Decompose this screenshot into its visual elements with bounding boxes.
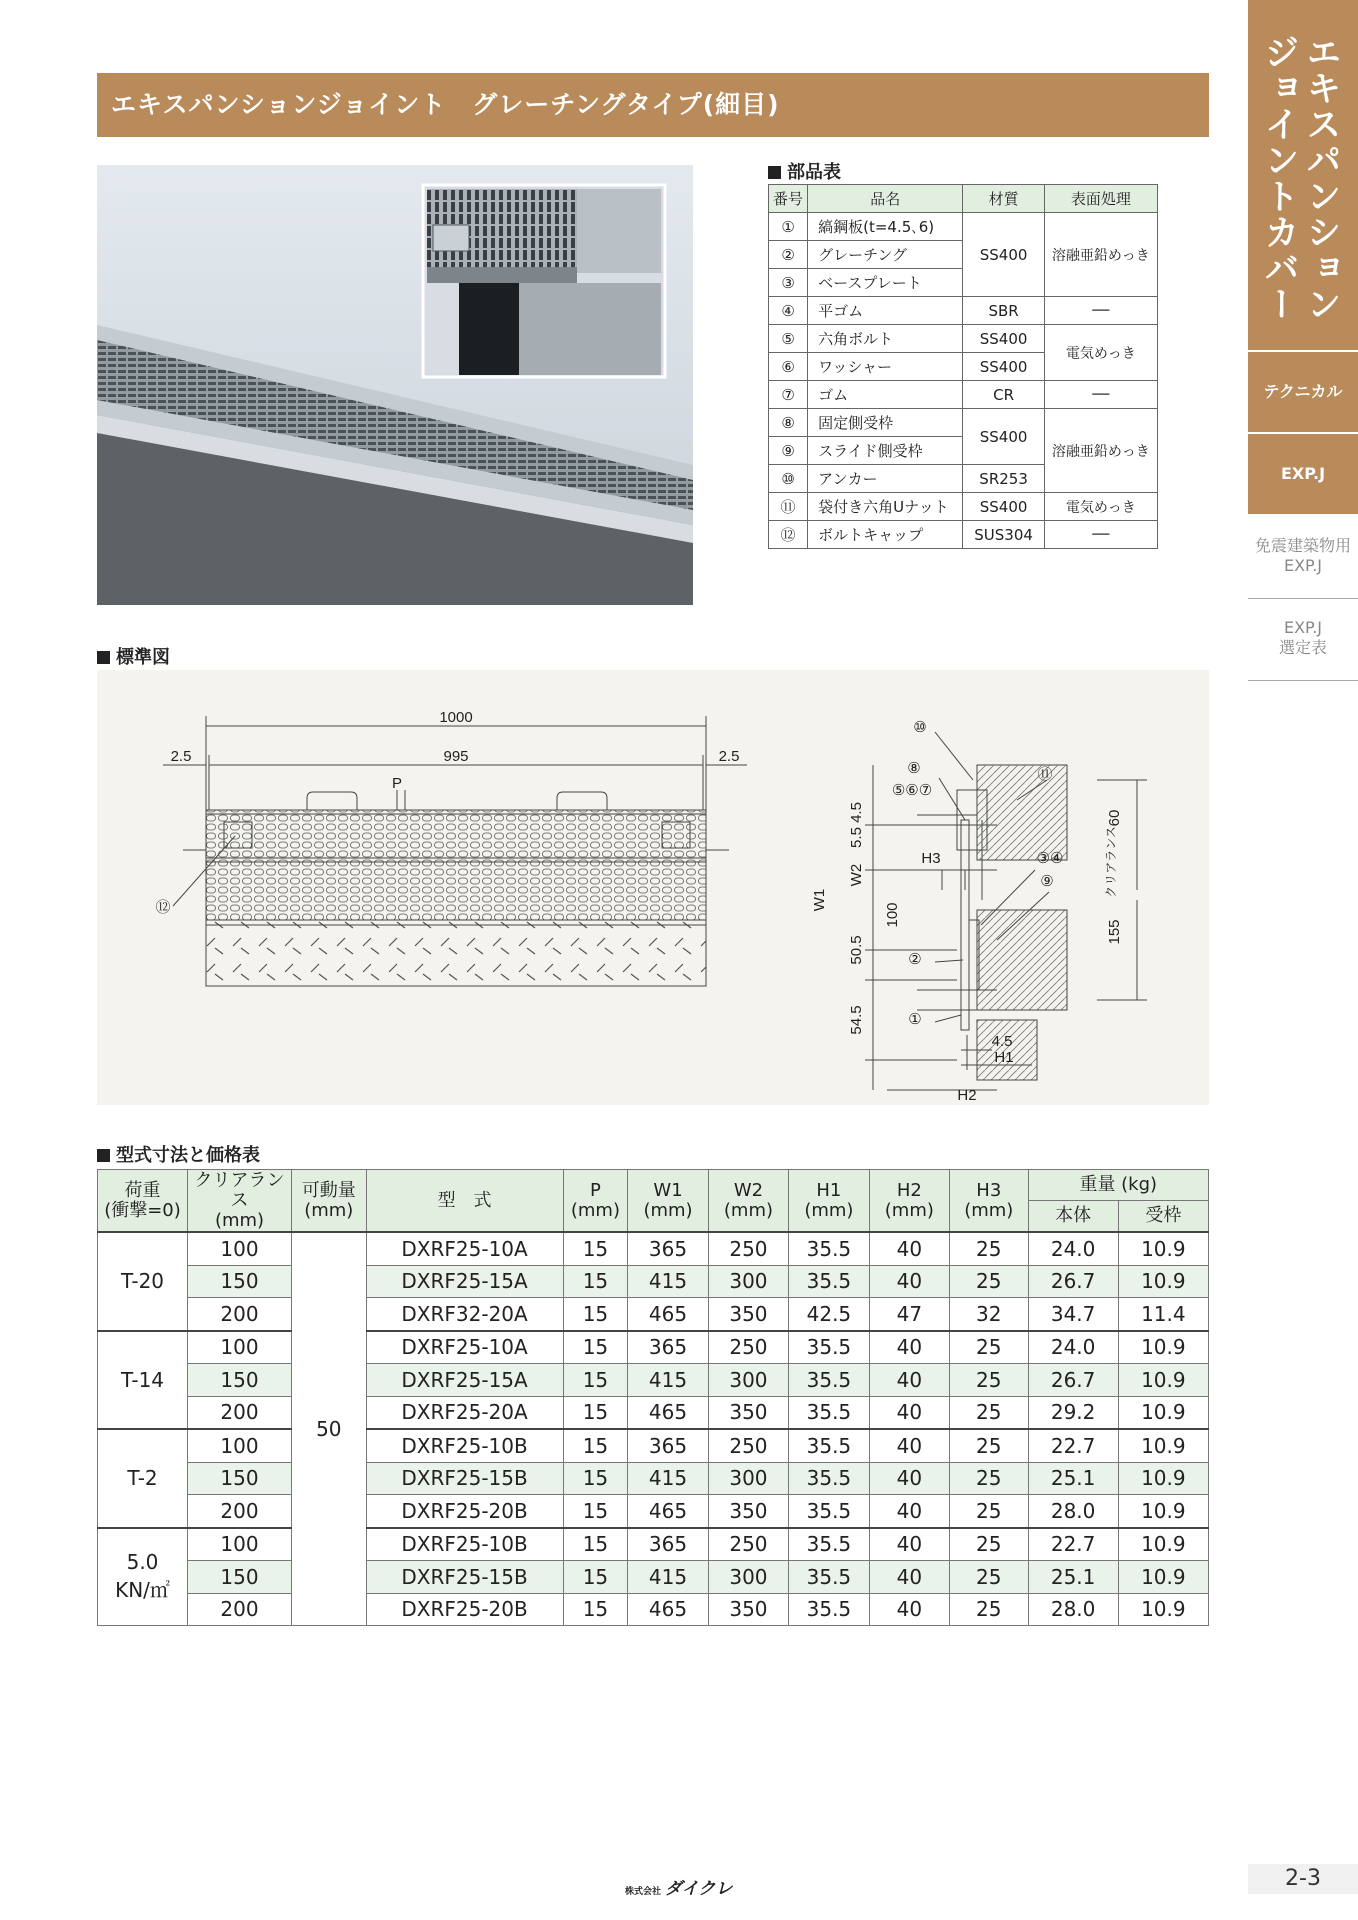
w1-cell: 465: [628, 1495, 708, 1528]
parts-col-surface: 表面処理: [1044, 185, 1157, 213]
frame-weight-cell: 10.9: [1118, 1364, 1208, 1397]
p-cell: 15: [563, 1364, 628, 1397]
body-weight-cell: 24.0: [1028, 1331, 1118, 1364]
parts-col-name: 品名: [808, 185, 963, 213]
dim-h1: H1: [994, 1049, 1014, 1066]
w1-cell: 365: [628, 1232, 708, 1265]
table-row: [98, 1593, 1209, 1626]
h1-cell: 35.5: [789, 1396, 869, 1429]
col-frame: 受枠: [1118, 1201, 1208, 1233]
h2-cell: 40: [869, 1396, 949, 1429]
col-w1: [628, 1170, 708, 1233]
table-row: [98, 1232, 1209, 1265]
dim-w1: W1: [811, 888, 828, 912]
col-w1-text: W1: [653, 1179, 683, 1201]
table-row: [769, 409, 1158, 437]
h3-cell: 25: [950, 1396, 1028, 1429]
product-photo: [97, 165, 693, 605]
h2-cell: 40: [869, 1232, 949, 1265]
sidebar-tab-expj[interactable]: EXP.J: [1248, 434, 1358, 514]
standard-drawing: [97, 670, 1209, 1105]
callout-2: ②: [908, 951, 922, 968]
w2-cell: 300: [708, 1265, 788, 1298]
model-cell: DXRF25-15A: [366, 1265, 563, 1298]
frame-weight-cell: 10.9: [1118, 1232, 1208, 1265]
dim-margin-right: 2.5: [718, 748, 740, 765]
square-bullet-icon: [97, 1149, 110, 1162]
w1-cell: 465: [628, 1298, 708, 1331]
dim-h2: H2: [957, 1087, 977, 1104]
part-surface: 溶融亜鉛めっき: [1044, 409, 1157, 493]
company-logo: [625, 1874, 732, 1899]
p-cell: 15: [563, 1298, 628, 1331]
dim-54-5: 54.5: [848, 1005, 865, 1035]
part-surface: ──: [1044, 297, 1157, 325]
load-value: T-2: [127, 1466, 158, 1491]
body-weight-cell: 22.7: [1028, 1429, 1118, 1462]
sidebar-tab-selection[interactable]: [1248, 618, 1358, 658]
part-material: SBR: [963, 297, 1044, 325]
part-name: 固定側受枠: [808, 409, 963, 437]
dim-clearance: クリアランス: [1104, 826, 1118, 898]
part-material: SR253: [963, 465, 1044, 493]
part-no: ⑩: [769, 465, 808, 493]
part-material: SS400: [963, 213, 1044, 297]
body-weight-cell: 22.7: [1028, 1528, 1118, 1561]
col-w2-text: W2: [733, 1179, 764, 1201]
h3-cell: 25: [950, 1331, 1028, 1364]
dim-pitch: P: [391, 775, 403, 792]
dim-60: 60: [1106, 809, 1123, 827]
h2-cell: 40: [869, 1495, 949, 1528]
p-cell: 15: [563, 1396, 628, 1429]
w2-cell: 350: [708, 1298, 788, 1331]
clearance-cell: 100: [188, 1331, 292, 1364]
body-weight-cell: 25.1: [1028, 1462, 1118, 1495]
part-no: ①: [769, 213, 808, 241]
dim-w2: W2: [848, 863, 865, 887]
col-h3-unit: (mm): [964, 1199, 1014, 1221]
col-h1-text: H1: [816, 1179, 842, 1201]
sidebar-tab-seismic-line1: 免震建築物用: [1254, 536, 1351, 555]
col-w2-unit: (mm): [723, 1199, 774, 1221]
dim-100: 100: [884, 902, 901, 928]
dim-4-5: 4.5: [991, 1033, 1013, 1050]
clearance-cell: 200: [188, 1593, 292, 1626]
sidebar-divider: [1248, 598, 1358, 599]
load-cell: [98, 1528, 188, 1626]
model-cell: DXRF25-20B: [366, 1495, 563, 1528]
part-no: ⑧: [769, 409, 808, 437]
body-weight-cell: 29.2: [1028, 1396, 1118, 1429]
model-cell: DXRF25-10A: [366, 1232, 563, 1265]
table-row: [98, 1495, 1209, 1528]
col-clearance-unit: (mm): [214, 1209, 265, 1231]
part-no: ③: [769, 269, 808, 297]
frame-weight-cell: 10.9: [1118, 1396, 1208, 1429]
h2-cell: 40: [869, 1462, 949, 1495]
h1-cell: 35.5: [789, 1561, 869, 1594]
part-surface: 電気めっき: [1044, 325, 1157, 381]
dim-155: 155: [1106, 919, 1123, 945]
part-material: CR: [963, 381, 1044, 409]
table-row: [769, 521, 1158, 549]
part-name: ベースプレート: [808, 269, 963, 297]
h3-cell: 25: [950, 1593, 1028, 1626]
drawing-heading: [97, 643, 170, 669]
clearance-cell: 150: [188, 1561, 292, 1594]
callout-10: ⑩: [913, 719, 927, 736]
callout-11: ⑪: [1037, 766, 1053, 783]
w2-cell: 350: [708, 1396, 788, 1429]
body-weight-cell: 25.1: [1028, 1561, 1118, 1594]
col-load-text: 荷重: [124, 1179, 161, 1201]
h3-cell: 32: [950, 1298, 1028, 1331]
h3-cell: 25: [950, 1528, 1028, 1561]
h1-cell: 35.5: [789, 1495, 869, 1528]
load-cell: [98, 1429, 188, 1528]
table-row: [98, 1561, 1209, 1594]
col-h1: [789, 1170, 869, 1233]
part-no: ⑨: [769, 437, 808, 465]
drawing-heading-text: 標準図: [116, 647, 170, 668]
h1-cell: 35.5: [789, 1528, 869, 1561]
parts-table-header: [769, 185, 1158, 213]
h1-cell: 35.5: [789, 1265, 869, 1298]
dim-h3: H3: [921, 850, 941, 867]
p-cell: 15: [563, 1331, 628, 1364]
h2-cell: 40: [869, 1331, 949, 1364]
part-material: SS400: [963, 353, 1044, 381]
model-cell: DXRF25-10A: [366, 1331, 563, 1364]
table-row: [769, 325, 1158, 353]
callout-8: ⑧: [907, 760, 921, 777]
h2-cell: 40: [869, 1364, 949, 1397]
model-cell: DXRF25-20B: [366, 1593, 563, 1626]
table-row: [98, 1298, 1209, 1331]
part-surface: 電気めっき: [1044, 493, 1157, 521]
col-h2-text: H2: [896, 1179, 922, 1201]
clearance-cell: 200: [188, 1396, 292, 1429]
parts-col-no: 番号: [769, 185, 808, 213]
col-p: [563, 1170, 628, 1233]
h3-cell: 25: [950, 1232, 1028, 1265]
h1-cell: 35.5: [789, 1232, 869, 1265]
movable-cell: 50: [292, 1232, 367, 1626]
col-p-text: P: [590, 1179, 601, 1201]
table-row: [98, 1364, 1209, 1397]
parts-col-material: 材質: [963, 185, 1044, 213]
part-no: ④: [769, 297, 808, 325]
w1-cell: 365: [628, 1429, 708, 1462]
part-name: 袋付き六角Uナット: [808, 493, 963, 521]
table-row: [98, 1429, 1209, 1462]
table-row: [98, 1265, 1209, 1298]
callout-9: ⑨: [1040, 873, 1054, 890]
h1-cell: 42.5: [789, 1298, 869, 1331]
part-no: ⑥: [769, 353, 808, 381]
parts-heading: [768, 158, 841, 184]
part-name: アンカー: [808, 465, 963, 493]
page-title: エキスパンションジョイント グレーチングタイプ(細目): [97, 73, 1209, 137]
col-h3-text: H3: [976, 1179, 1002, 1201]
frame-weight-cell: 10.9: [1118, 1331, 1208, 1364]
body-weight-cell: 24.0: [1028, 1232, 1118, 1265]
h1-cell: 35.5: [789, 1331, 869, 1364]
sidebar-tab-selection-line2: 選定表: [1278, 638, 1327, 657]
square-bullet-icon: [768, 166, 781, 179]
table-row: [769, 381, 1158, 409]
p-cell: 15: [563, 1593, 628, 1626]
callout-34: ③④: [1036, 850, 1064, 867]
part-no: ②: [769, 241, 808, 269]
h1-cell: 35.5: [789, 1593, 869, 1626]
price-table: [97, 1169, 1209, 1626]
part-no: ⑫: [769, 521, 808, 549]
load-value: 5.0: [126, 1550, 159, 1575]
clearance-cell: 200: [188, 1495, 292, 1528]
load-value: T-20: [120, 1269, 165, 1294]
w1-cell: 365: [628, 1331, 708, 1364]
w2-cell: 350: [708, 1495, 788, 1528]
h2-cell: 40: [869, 1593, 949, 1626]
col-h2: [869, 1170, 949, 1233]
frame-weight-cell: 10.9: [1118, 1561, 1208, 1594]
h2-cell: 40: [869, 1561, 949, 1594]
h2-cell: 47: [869, 1298, 949, 1331]
w2-cell: 300: [708, 1364, 788, 1397]
load-value: T-14: [120, 1367, 165, 1392]
body-weight-cell: 28.0: [1028, 1593, 1118, 1626]
body-weight-cell: 26.7: [1028, 1265, 1118, 1298]
page-number: 2-3: [1248, 1864, 1358, 1894]
part-surface: 溶融亜鉛めっき: [1044, 213, 1157, 297]
w1-cell: 415: [628, 1364, 708, 1397]
w1-cell: 365: [628, 1528, 708, 1561]
part-name: 六角ボルト: [808, 325, 963, 353]
part-name: グレーチング: [808, 241, 963, 269]
model-cell: DXRF25-10B: [366, 1528, 563, 1561]
col-load: [98, 1170, 188, 1233]
table-row: [769, 493, 1158, 521]
model-cell: DXRF32-20A: [366, 1298, 563, 1331]
body-weight-cell: 34.7: [1028, 1298, 1118, 1331]
p-cell: 15: [563, 1265, 628, 1298]
h1-cell: 35.5: [789, 1429, 869, 1462]
p-cell: 15: [563, 1528, 628, 1561]
col-w1-unit: (mm): [643, 1199, 693, 1221]
w2-cell: 250: [708, 1232, 788, 1265]
model-cell: DXRF25-15A: [366, 1364, 563, 1397]
body-weight-cell: 26.7: [1028, 1364, 1118, 1397]
part-name: ボルトキャップ: [808, 521, 963, 549]
part-name: ゴム: [808, 381, 963, 409]
clearance-cell: 150: [188, 1462, 292, 1495]
p-cell: 15: [563, 1232, 628, 1265]
sidebar-tab-seismic[interactable]: [1248, 536, 1358, 576]
parts-heading-text: 部品表: [787, 162, 841, 183]
part-material: SUS304: [963, 521, 1044, 549]
w2-cell: 250: [708, 1528, 788, 1561]
frame-weight-cell: 10.9: [1118, 1429, 1208, 1462]
h2-cell: 40: [869, 1528, 949, 1561]
p-cell: 15: [563, 1495, 628, 1528]
table-row: [98, 1331, 1209, 1364]
col-h1-unit: (mm): [804, 1199, 854, 1221]
load-unit: KN/㎡: [115, 1578, 170, 1603]
h3-cell: 25: [950, 1495, 1028, 1528]
frame-weight-cell: 10.9: [1118, 1495, 1208, 1528]
p-cell: 15: [563, 1561, 628, 1594]
h3-cell: 25: [950, 1462, 1028, 1495]
h3-cell: 25: [950, 1265, 1028, 1298]
clearance-cell: 100: [188, 1232, 292, 1265]
callout-567: ⑤⑥⑦: [891, 782, 933, 799]
clearance-cell: 150: [188, 1265, 292, 1298]
col-body: 本体: [1028, 1201, 1118, 1233]
part-surface: ──: [1044, 381, 1157, 409]
dim-inner: 995: [443, 748, 469, 765]
w1-cell: 415: [628, 1561, 708, 1594]
w2-cell: 350: [708, 1593, 788, 1626]
sidebar-vertical-title: エキスパンションジョイントカバー: [1259, 34, 1341, 322]
col-movable-text: 可動量: [301, 1179, 356, 1201]
price-heading-text: 型式寸法と価格表: [116, 1145, 260, 1166]
model-cell: DXRF25-15B: [366, 1462, 563, 1495]
w2-cell: 300: [708, 1561, 788, 1594]
dim-5-5-4-5: 5.5 4.5: [848, 802, 865, 848]
part-no: ⑦: [769, 381, 808, 409]
part-no: ⑪: [769, 493, 808, 521]
w1-cell: 415: [628, 1265, 708, 1298]
w2-cell: 300: [708, 1462, 788, 1495]
table-row: [769, 213, 1158, 241]
h3-cell: 25: [950, 1364, 1028, 1397]
frame-weight-cell: 10.9: [1118, 1528, 1208, 1561]
callout-1: ①: [908, 1011, 922, 1028]
col-h2-unit: (mm): [884, 1199, 934, 1221]
w1-cell: 415: [628, 1462, 708, 1495]
h1-cell: 35.5: [789, 1364, 869, 1397]
part-no: ⑤: [769, 325, 808, 353]
col-clearance-text: クリアランス: [194, 1169, 285, 1211]
clearance-cell: 200: [188, 1298, 292, 1331]
w1-cell: 465: [628, 1593, 708, 1626]
model-cell: DXRF25-15B: [366, 1561, 563, 1594]
sidebar-section-expansion-cover[interactable]: [1248, 0, 1358, 350]
col-p-unit: (mm): [570, 1199, 620, 1221]
clearance-cell: 150: [188, 1364, 292, 1397]
table-row: [98, 1528, 1209, 1561]
body-weight-cell: 28.0: [1028, 1495, 1118, 1528]
w2-cell: 250: [708, 1429, 788, 1462]
part-name: 縞鋼板(t=4.5､6): [808, 213, 963, 241]
load-cell: [98, 1331, 188, 1430]
table-row: [98, 1396, 1209, 1429]
company-prefix: 株式会社: [625, 1887, 662, 1897]
part-surface: ──: [1044, 521, 1157, 549]
h2-cell: 40: [869, 1429, 949, 1462]
frame-weight-cell: 10.9: [1118, 1265, 1208, 1298]
part-name: ワッシャー: [808, 353, 963, 381]
col-h3: [950, 1170, 1028, 1233]
col-load-sub: (衝撃=0): [104, 1199, 181, 1221]
parts-table: [768, 184, 1158, 549]
model-cell: DXRF25-10B: [366, 1429, 563, 1462]
w1-cell: 465: [628, 1396, 708, 1429]
p-cell: 15: [563, 1462, 628, 1495]
sidebar-tab-seismic-line2: EXP.J: [1283, 556, 1323, 575]
part-name: 平ゴム: [808, 297, 963, 325]
load-cell: [98, 1232, 188, 1331]
sidebar-tab-selection-line1: EXP.J: [1283, 618, 1323, 637]
clearance-cell: 100: [188, 1429, 292, 1462]
part-name: スライド側受枠: [808, 437, 963, 465]
col-movable: [292, 1170, 367, 1233]
h1-cell: 35.5: [789, 1462, 869, 1495]
p-cell: 15: [563, 1429, 628, 1462]
part-material: SS400: [963, 493, 1044, 521]
w2-cell: 250: [708, 1331, 788, 1364]
dim-50-5: 50.5: [848, 935, 865, 965]
frame-weight-cell: 11.4: [1118, 1298, 1208, 1331]
price-table-body: [98, 1232, 1209, 1626]
col-movable-unit: (mm): [304, 1199, 354, 1221]
col-model: 型 式: [366, 1170, 563, 1233]
model-cell: DXRF25-20A: [366, 1396, 563, 1429]
clearance-cell: 100: [188, 1528, 292, 1561]
sidebar-divider: [1248, 680, 1358, 681]
h3-cell: 25: [950, 1561, 1028, 1594]
h3-cell: 25: [950, 1429, 1028, 1462]
table-row: [769, 297, 1158, 325]
h2-cell: 40: [869, 1265, 949, 1298]
frame-weight-cell: 10.9: [1118, 1593, 1208, 1626]
sidebar-tab-technical[interactable]: テクニカル: [1248, 352, 1358, 432]
col-clearance: [188, 1170, 292, 1233]
table-row: [98, 1462, 1209, 1495]
dim-total: 1000: [439, 709, 473, 726]
price-header-row: [98, 1170, 1209, 1201]
col-w2: [708, 1170, 788, 1233]
company-name: ダイクレ: [665, 1879, 733, 1899]
square-bullet-icon: [97, 651, 110, 664]
frame-weight-cell: 10.9: [1118, 1462, 1208, 1495]
dim-margin-left: 2.5: [170, 748, 192, 765]
callout-12: ⑫: [155, 899, 171, 916]
col-weight: 重量 (kg): [1028, 1170, 1208, 1201]
part-material: SS400: [963, 325, 1044, 353]
price-heading: [97, 1141, 260, 1167]
part-material: SS400: [963, 409, 1044, 465]
